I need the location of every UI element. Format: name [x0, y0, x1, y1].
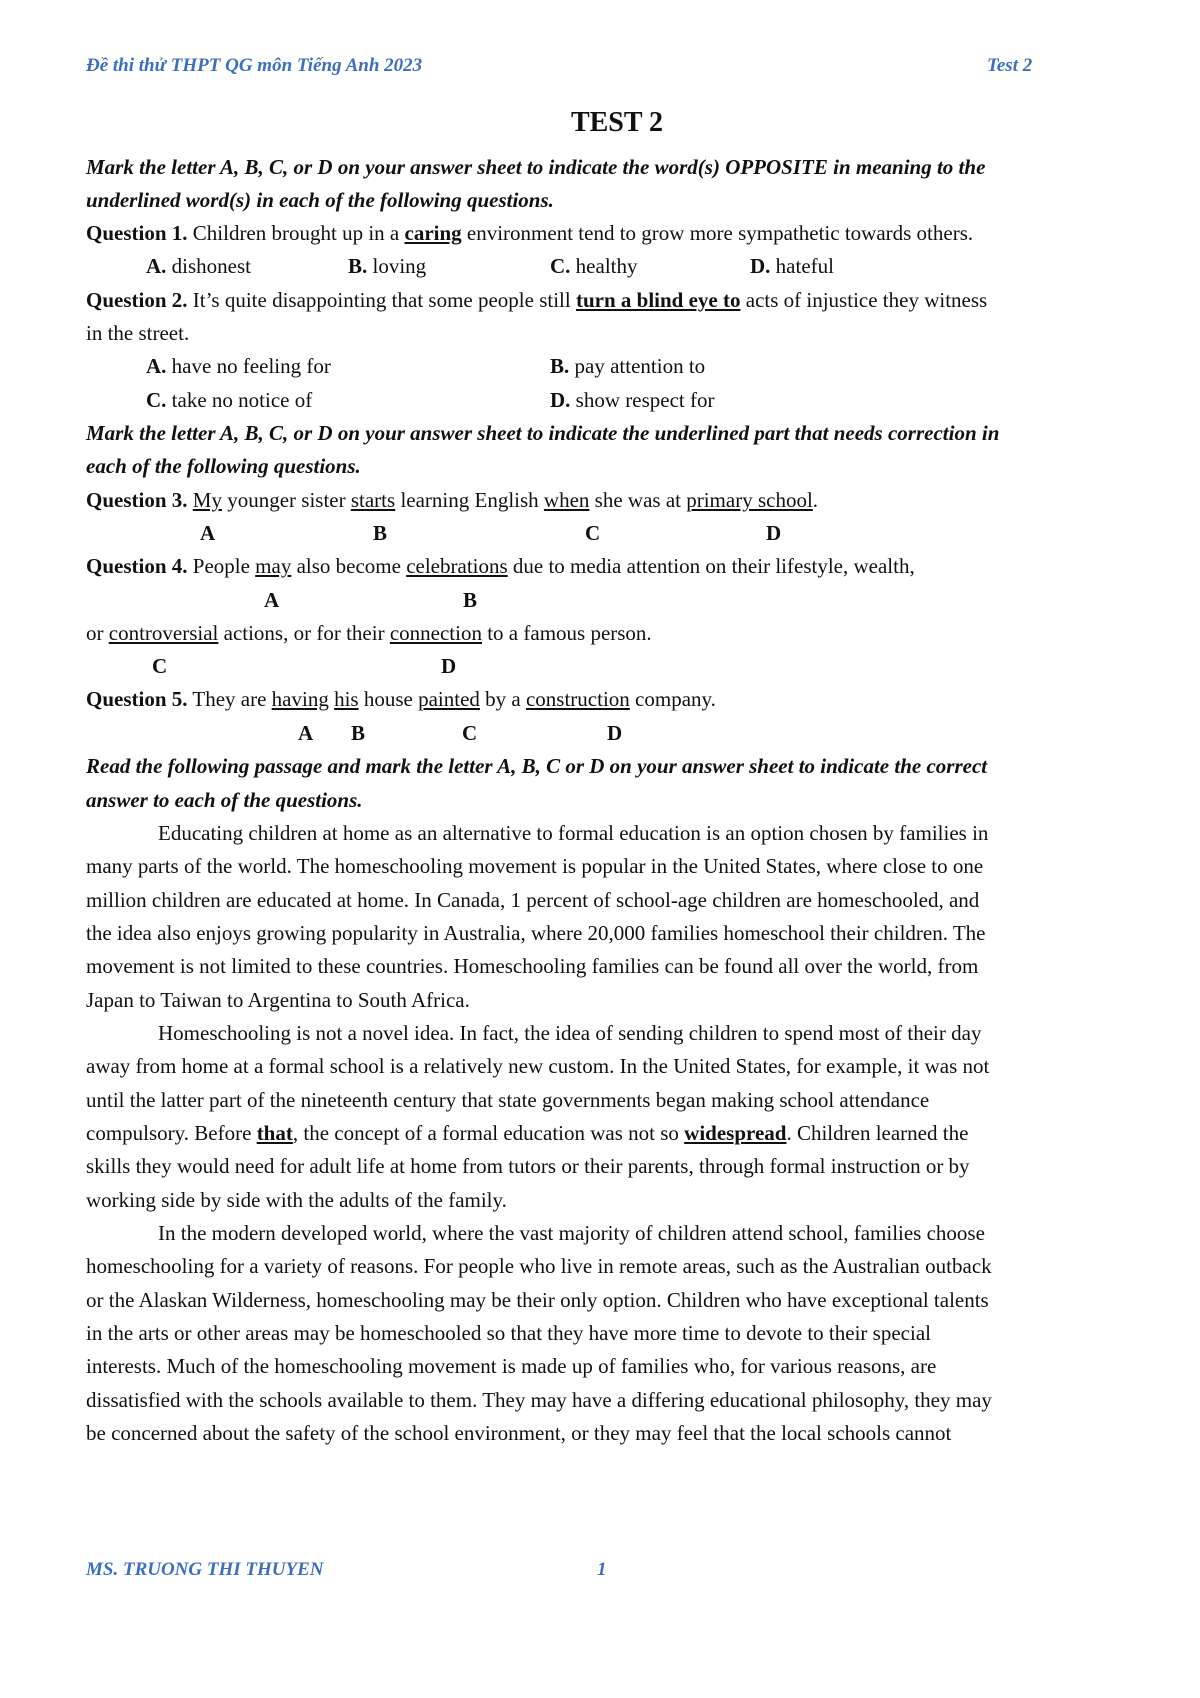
- passage-line: million children are educated at home. In Canada, 1 percent of school-age children are homeschooled, and: [86, 888, 980, 912]
- question-5: [86, 686, 716, 712]
- passage-line: In the modern developed world, where the vast majority of children attend school, families choose: [158, 1221, 985, 1245]
- header-test-label: Test 2: [987, 55, 1033, 76]
- question-text: due to media attention on their lifestyle, wealth,: [507, 554, 915, 578]
- q1-option-d: [750, 253, 834, 279]
- question-text: house: [358, 687, 419, 711]
- question-text: learning English: [395, 488, 544, 512]
- question-text: It’s quite disappointing that some people still: [187, 288, 576, 312]
- option-text: healthy: [570, 254, 638, 278]
- underlined-part-a: may: [255, 554, 292, 578]
- option-text: take no notice of: [166, 388, 313, 412]
- question-text: or: [86, 621, 109, 645]
- underlined-word: widespread: [684, 1121, 787, 1145]
- question-text: They are: [187, 687, 272, 711]
- q5-letter-b: B: [351, 721, 366, 745]
- q4-letter-c: C: [152, 654, 168, 678]
- passage-line: the idea also enjoys growing popularity in Australia, where 20,000 families homeschool their children. The: [86, 921, 986, 945]
- option-text: have no feeling for: [166, 354, 331, 378]
- q5-letter-d: D: [607, 721, 623, 745]
- q3-letter-a: A: [200, 521, 216, 545]
- passage-line: movement is not limited to these countries. Homeschooling families can be found all over the world, from: [86, 954, 979, 978]
- question-text: company.: [629, 687, 716, 711]
- q4-letter-b: B: [463, 588, 478, 612]
- option-text: loving: [367, 254, 427, 278]
- q1-option-a: [146, 253, 251, 279]
- question-text: to a famous person.: [481, 621, 652, 645]
- q2-option-b: [550, 353, 705, 379]
- passage-line: working side by side with the adults of the family.: [86, 1188, 507, 1212]
- q3-letter-c: C: [585, 521, 601, 545]
- underlined-part-c: painted: [418, 687, 480, 711]
- q4-letter-a: A: [264, 588, 280, 612]
- page-number: 1: [597, 1559, 607, 1580]
- instruction-opposite-line1: Mark the letter A, B, C, or D on your answer sheet to indicate the word(s) OPPOSITE in meaning to the: [86, 155, 986, 179]
- option-text: show respect for: [570, 388, 715, 412]
- option-letter: C.: [146, 388, 167, 412]
- question-label: Question 4.: [86, 554, 188, 578]
- question-4-continued: [86, 620, 652, 646]
- option-text: pay attention to: [569, 354, 706, 378]
- question-text: also become: [291, 554, 407, 578]
- q2-option-c: [146, 387, 312, 413]
- passage-text: , the concept of a formal education was not so: [292, 1121, 685, 1145]
- option-letter: C.: [550, 254, 571, 278]
- option-letter: D.: [750, 254, 771, 278]
- question-text: .: [812, 488, 819, 512]
- q1-option-c: [550, 253, 637, 279]
- q5-letter-a: A: [298, 721, 314, 745]
- underlined-part-c: when: [543, 488, 590, 512]
- question-label: Question 5.: [86, 687, 188, 711]
- option-text: hateful: [770, 254, 834, 278]
- underlined-part-d: construction: [525, 687, 630, 711]
- q3-letter-d: D: [766, 521, 782, 545]
- question-text: People: [187, 554, 256, 578]
- instruction-opposite-line2: underlined word(s) in each of the following questions.: [86, 188, 554, 212]
- q1-option-b: [348, 253, 426, 279]
- underlined-phrase: turn a blind eye to: [575, 288, 741, 312]
- option-text: dishonest: [166, 254, 252, 278]
- footer-author: MS. TRUONG THI THUYEN: [86, 1559, 324, 1580]
- passage-text: compulsory. Before: [86, 1121, 257, 1145]
- instruction-passage-line1: Read the following passage and mark the letter A, B, C or D on your answer sheet to indicate the correct: [86, 754, 988, 778]
- underlined-part-c: controversial: [108, 621, 219, 645]
- q5-letter-c: C: [462, 721, 478, 745]
- q2-option-d: [550, 387, 714, 413]
- passage-line: interests. Much of the homeschooling movement is made up of families who, for various reasons, are: [86, 1354, 937, 1378]
- option-letter: A.: [146, 354, 167, 378]
- underlined-part-b: celebrations: [406, 554, 508, 578]
- instruction-correction-line2: each of the following questions.: [86, 454, 361, 478]
- q4-letter-d: D: [441, 654, 457, 678]
- header-title: Đề thi thử THPT QG môn Tiếng Anh 2023: [86, 55, 423, 76]
- passage-line: many parts of the world. The homeschooling movement is popular in the United States, where close to one: [86, 854, 984, 878]
- underlined-part-d: connection: [389, 621, 482, 645]
- passage-line: in the arts or other areas may be homeschooled so that they have more time to devote to their special: [86, 1321, 931, 1345]
- question-text: she was at: [589, 488, 687, 512]
- question-text: environment tend to grow more sympathetic towards others.: [461, 221, 974, 245]
- underlined-part-d: primary school: [686, 488, 813, 512]
- passage-line: be concerned about the safety of the school environment, or they may feel that the local schools cannot: [86, 1421, 952, 1445]
- passage-line: [86, 1120, 968, 1146]
- instruction-passage-line2: answer to each of the questions.: [86, 788, 363, 812]
- underlined-word: that: [256, 1121, 293, 1145]
- question-text: acts of injustice they witness: [740, 288, 988, 312]
- underlined-part-a: My: [192, 488, 222, 512]
- option-letter: A.: [146, 254, 167, 278]
- question-text: by a: [479, 687, 526, 711]
- passage-line: Japan to Taiwan to Argentina to South Africa.: [86, 988, 470, 1012]
- passage-line: until the latter part of the nineteenth century that state governments began making school attendance: [86, 1088, 930, 1112]
- option-letter: B.: [550, 354, 570, 378]
- question-text: actions, or for their: [218, 621, 390, 645]
- passage-line: or the Alaskan Wilderness, homeschooling may be their only option. Children who have exceptional talents: [86, 1288, 989, 1312]
- q2-option-a: [146, 353, 331, 379]
- question-label: Question 3.: [86, 488, 188, 512]
- option-letter: B.: [348, 254, 368, 278]
- passage-line: away from home at a formal school is a relatively new custom. In the United States, for example, it was not: [86, 1054, 990, 1078]
- page-title: TEST 2: [570, 107, 664, 138]
- question-3: [86, 487, 818, 513]
- passage-line: Educating children at home as an alternative to formal education is an option chosen by families in: [158, 821, 989, 845]
- option-letter: D.: [550, 388, 571, 412]
- passage-line: Homeschooling is not a novel idea. In fact, the idea of sending children to spend most of their day: [158, 1021, 982, 1045]
- question-label: Question 2.: [86, 288, 188, 312]
- underlined-part-a: having: [271, 687, 329, 711]
- question-4: [86, 553, 915, 579]
- underlined-part-b: his: [334, 687, 359, 711]
- question-1: [86, 220, 973, 246]
- passage-line: dissatisfied with the schools available to them. They may have a differing educational philosophy, they may: [86, 1388, 992, 1412]
- question-label: Question 1.: [86, 221, 188, 245]
- q3-letter-b: B: [373, 521, 388, 545]
- underlined-word: caring: [404, 221, 462, 245]
- question-text: younger sister: [221, 488, 351, 512]
- passage-line: skills they would need for adult life at home from tutors or their parents, through formal instruction or by: [86, 1154, 970, 1178]
- instruction-correction-line1: Mark the letter A, B, C, or D on your answer sheet to indicate the underlined part that needs correction in: [86, 421, 1000, 445]
- question-2: [86, 287, 987, 313]
- passage-text: . Children learned the: [786, 1121, 969, 1145]
- question-text: Children brought up in a: [187, 221, 405, 245]
- passage-line: homeschooling for a variety of reasons. For people who live in remote areas, such as the Australian outback: [86, 1254, 992, 1278]
- question-2-continued: in the street.: [86, 321, 190, 345]
- underlined-part-b: starts: [350, 488, 396, 512]
